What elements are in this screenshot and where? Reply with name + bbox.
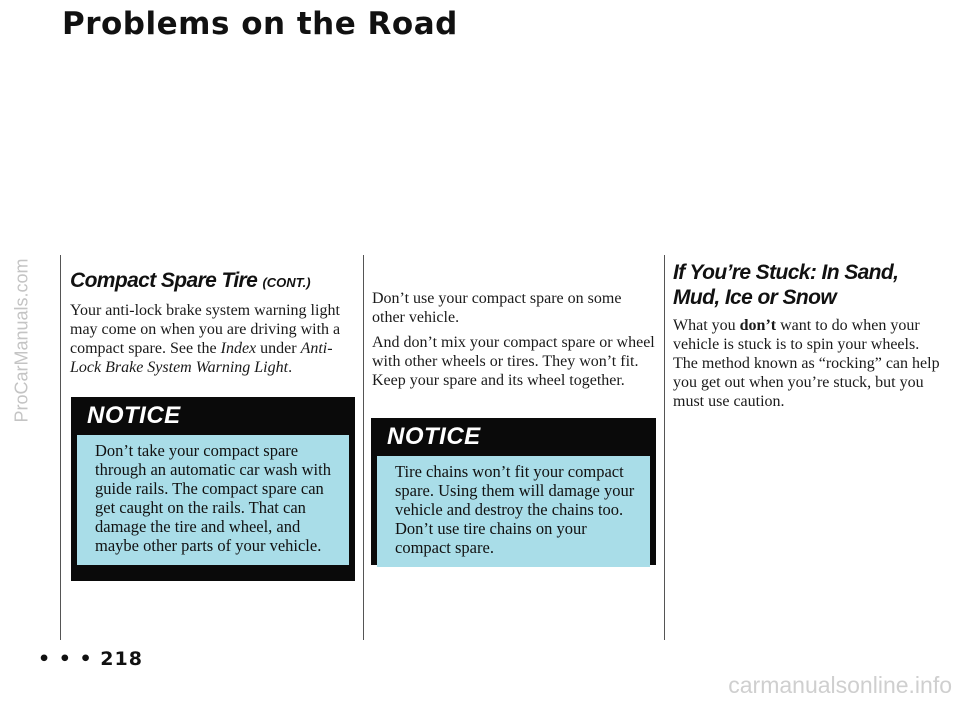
- page-number: [38, 648, 143, 670]
- abs-light-reference: Anti-Lock Brake System Warning Light: [70, 340, 333, 376]
- page-number-value: 218: [100, 648, 143, 670]
- notice-title: NOTICE: [87, 402, 181, 429]
- paragraph-text: What you: [673, 317, 740, 334]
- paragraph-other-vehicle: Don’t use your compact spare on some other vehicle.: [372, 290, 622, 326]
- paragraph-text: .: [288, 359, 293, 376]
- section-heading-compact-spare: [70, 268, 354, 295]
- notice-title: NOTICE: [387, 423, 481, 450]
- column-middle: [372, 289, 656, 396]
- section-heading-stuck: If You’re Stuck: In Sand, Mud, Ice or Snow: [673, 261, 899, 309]
- column-rule-left: [60, 255, 61, 640]
- column-rule-middle: [363, 255, 364, 640]
- notice-body: Don’t take your compact spare through an automatic car wash with guide rails. The compact spare can get caught on the rails. That can damage the tire and wheel, and maybe other parts of your vehicle.: [77, 435, 349, 565]
- notice-body: Tire chains won’t fit your compact spare. Using them will damage your vehicle and destroy the chains too. Don’t use tire chains on your compact spare.: [377, 456, 650, 567]
- page-dots: • • •: [38, 648, 93, 670]
- side-watermark: ProCarManuals.com: [11, 258, 32, 423]
- column-left: [70, 268, 354, 383]
- paragraph-text: Your anti-lock brake system warning light may come on when you are driving with a compact spare. See the: [70, 302, 341, 357]
- abs-warning-paragraph: [70, 301, 354, 377]
- heading-cont-label: (CONT.): [262, 275, 311, 290]
- heading-text: Compact Spare Tire: [70, 269, 258, 292]
- notice-box-tire-chains: [371, 418, 656, 565]
- emphasis-dont: don’t: [739, 317, 777, 334]
- bottom-watermark: carmanualsonline.info: [728, 672, 952, 698]
- column-rule-right: [664, 255, 665, 640]
- column-right: [673, 260, 943, 417]
- paragraph-text: under: [256, 340, 301, 357]
- index-reference: Index: [220, 340, 257, 357]
- paragraph-mix-wheels: And don’t mix your compact spare or wheel with other wheels or tires. They won’t fit. Keep your spare and its wheel together.: [372, 334, 655, 389]
- stuck-paragraph: [673, 316, 943, 411]
- page-title: Problems on the Road: [62, 6, 458, 42]
- paragraph-text: want to do when your vehicle is stuck is to spin your wheels. The method known as “rocking” can help you get out when you’re stuck, but you must use caution.: [673, 317, 940, 410]
- notice-box-car-wash: [71, 397, 355, 581]
